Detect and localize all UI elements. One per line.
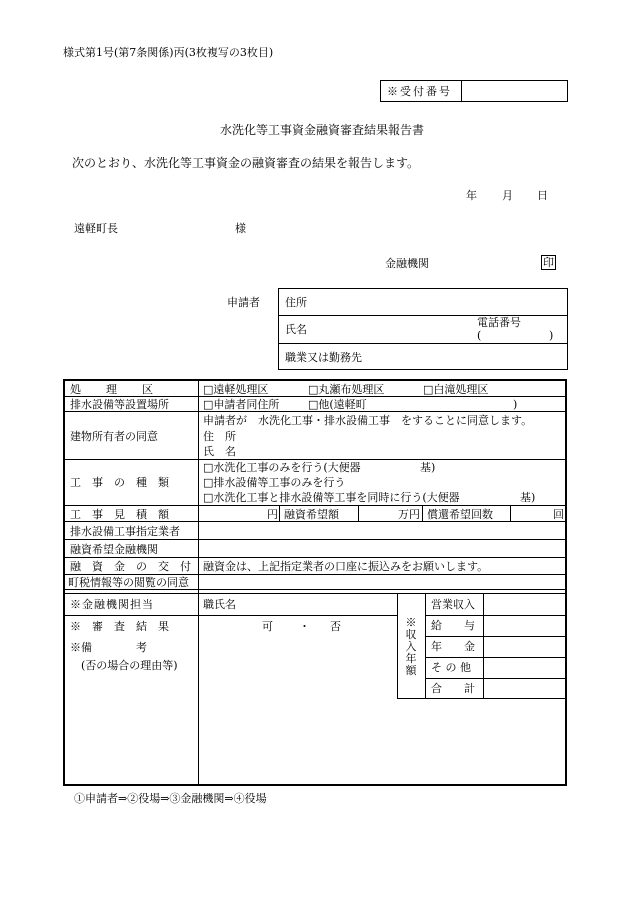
date-day: 日	[537, 189, 548, 202]
tax-info-consent-label: 町税情報等の閲覧の同意	[68, 576, 189, 589]
phone-label: 電話番号	[477, 316, 521, 329]
form-code: 様式第1号(第7条関係)丙(3枚複写の3枚目)	[63, 46, 274, 59]
receipt-number-field[interactable]	[462, 81, 567, 101]
location-close-paren: )	[513, 398, 518, 411]
routing-footer: ①申請者⇒②役場⇒③金融機関⇒④役場	[74, 792, 267, 805]
applicant-name-label: 氏名	[285, 323, 307, 336]
receipt-number-box	[380, 80, 568, 102]
applicant-address-label: 住所	[285, 296, 307, 309]
estimate-label: 工 事 見 積 額	[70, 508, 169, 521]
location-label: 排水設備等設置場所	[70, 398, 169, 411]
income-pension: 年 金	[431, 640, 475, 653]
review-dot: ・	[299, 620, 310, 633]
repayment-times-label: 償還希望回数	[427, 508, 493, 521]
intro-text: 次のとおり、水洗化等工事資金の融資審査の結果を報告します。	[72, 156, 420, 170]
income-total: 合 計	[431, 682, 475, 695]
phone-open: (	[477, 329, 482, 342]
remarks-sub-label: (否の場合の理由等)	[81, 659, 178, 672]
work-kind-option-toilet[interactable]: □水洗化工事のみを行う(大便器	[203, 461, 361, 474]
district-option-maruseppu[interactable]: □丸瀬布処理区	[308, 383, 385, 396]
addressee-name: 遠軽町長	[74, 222, 118, 235]
work-kind-option-both[interactable]: □水洗化工事と排水設備等工事を同時に行う(大便器	[203, 491, 460, 504]
estimate-yen: 円	[267, 508, 278, 521]
seal-mark: 印	[543, 256, 554, 269]
district-option-engaru[interactable]: □遠軽処理区	[203, 383, 269, 396]
loan-man-yen: 万円	[398, 508, 420, 521]
review-ng[interactable]: 否	[330, 620, 341, 633]
review-result-label: ※ 審 査 結 果	[70, 620, 169, 633]
owner-consent-label: 建物所有者の同意	[70, 430, 158, 443]
desired-bank-label: 融資希望金融機関	[70, 543, 158, 556]
work-kind-unit-3: 基)	[520, 491, 536, 504]
income-business: 営業収入	[431, 598, 475, 611]
delivery-label: 融 資 金 の 交 付	[70, 560, 191, 573]
district-option-shirataki[interactable]: □白滝処理区	[423, 383, 489, 396]
district-label: 処 理 区	[70, 383, 154, 396]
applicant-occupation-label: 職業又は勤務先	[285, 351, 362, 364]
repayment-times-unit: 回	[553, 508, 564, 521]
delivery-text: 融資金は、上記指定業者の口座に振込みをお願いします。	[203, 560, 489, 573]
income-other: そ の 他	[431, 661, 471, 674]
work-kind-label: 工 事 の 種 類	[70, 476, 169, 489]
bank-staff-text: 職氏名	[203, 598, 236, 611]
document-title: 水洗化等工事資金融資審査結果報告書	[220, 123, 425, 137]
owner-address-label: 住 所	[203, 430, 236, 443]
location-option-other[interactable]: □他(遠軽町	[308, 398, 367, 411]
bank-label: 金融機関	[385, 257, 429, 270]
income-label: ※収入年額	[405, 616, 417, 677]
addressee-honorific: 様	[235, 222, 246, 235]
work-kind-option-drain[interactable]: □排水設備等工事のみを行う	[203, 476, 346, 489]
work-kind-unit-1: 基)	[420, 461, 436, 474]
owner-name-label: 氏 名	[203, 445, 236, 458]
review-ok[interactable]: 可	[262, 620, 273, 633]
income-salary: 給 与	[431, 619, 475, 632]
applicant-box	[278, 288, 568, 370]
loan-amount-label: 融資希望額	[284, 508, 339, 521]
applicant-label: 申請者	[227, 296, 260, 309]
owner-consent-text: 申請者が 水洗化工事・排水設備工事 をすることに同意します。	[203, 414, 533, 427]
location-option-same[interactable]: □申請者同住所	[203, 398, 280, 411]
date-year: 年	[466, 189, 477, 202]
date-month: 月	[502, 189, 513, 202]
receipt-number-label: ※受付番号	[387, 85, 452, 98]
phone-close: )	[549, 329, 554, 342]
contractor-label: 排水設備工事指定業者	[70, 525, 180, 538]
remarks-label: ※備 考	[70, 641, 147, 654]
main-table	[63, 379, 567, 786]
bank-staff-label: ※金融機関担当	[70, 598, 154, 611]
